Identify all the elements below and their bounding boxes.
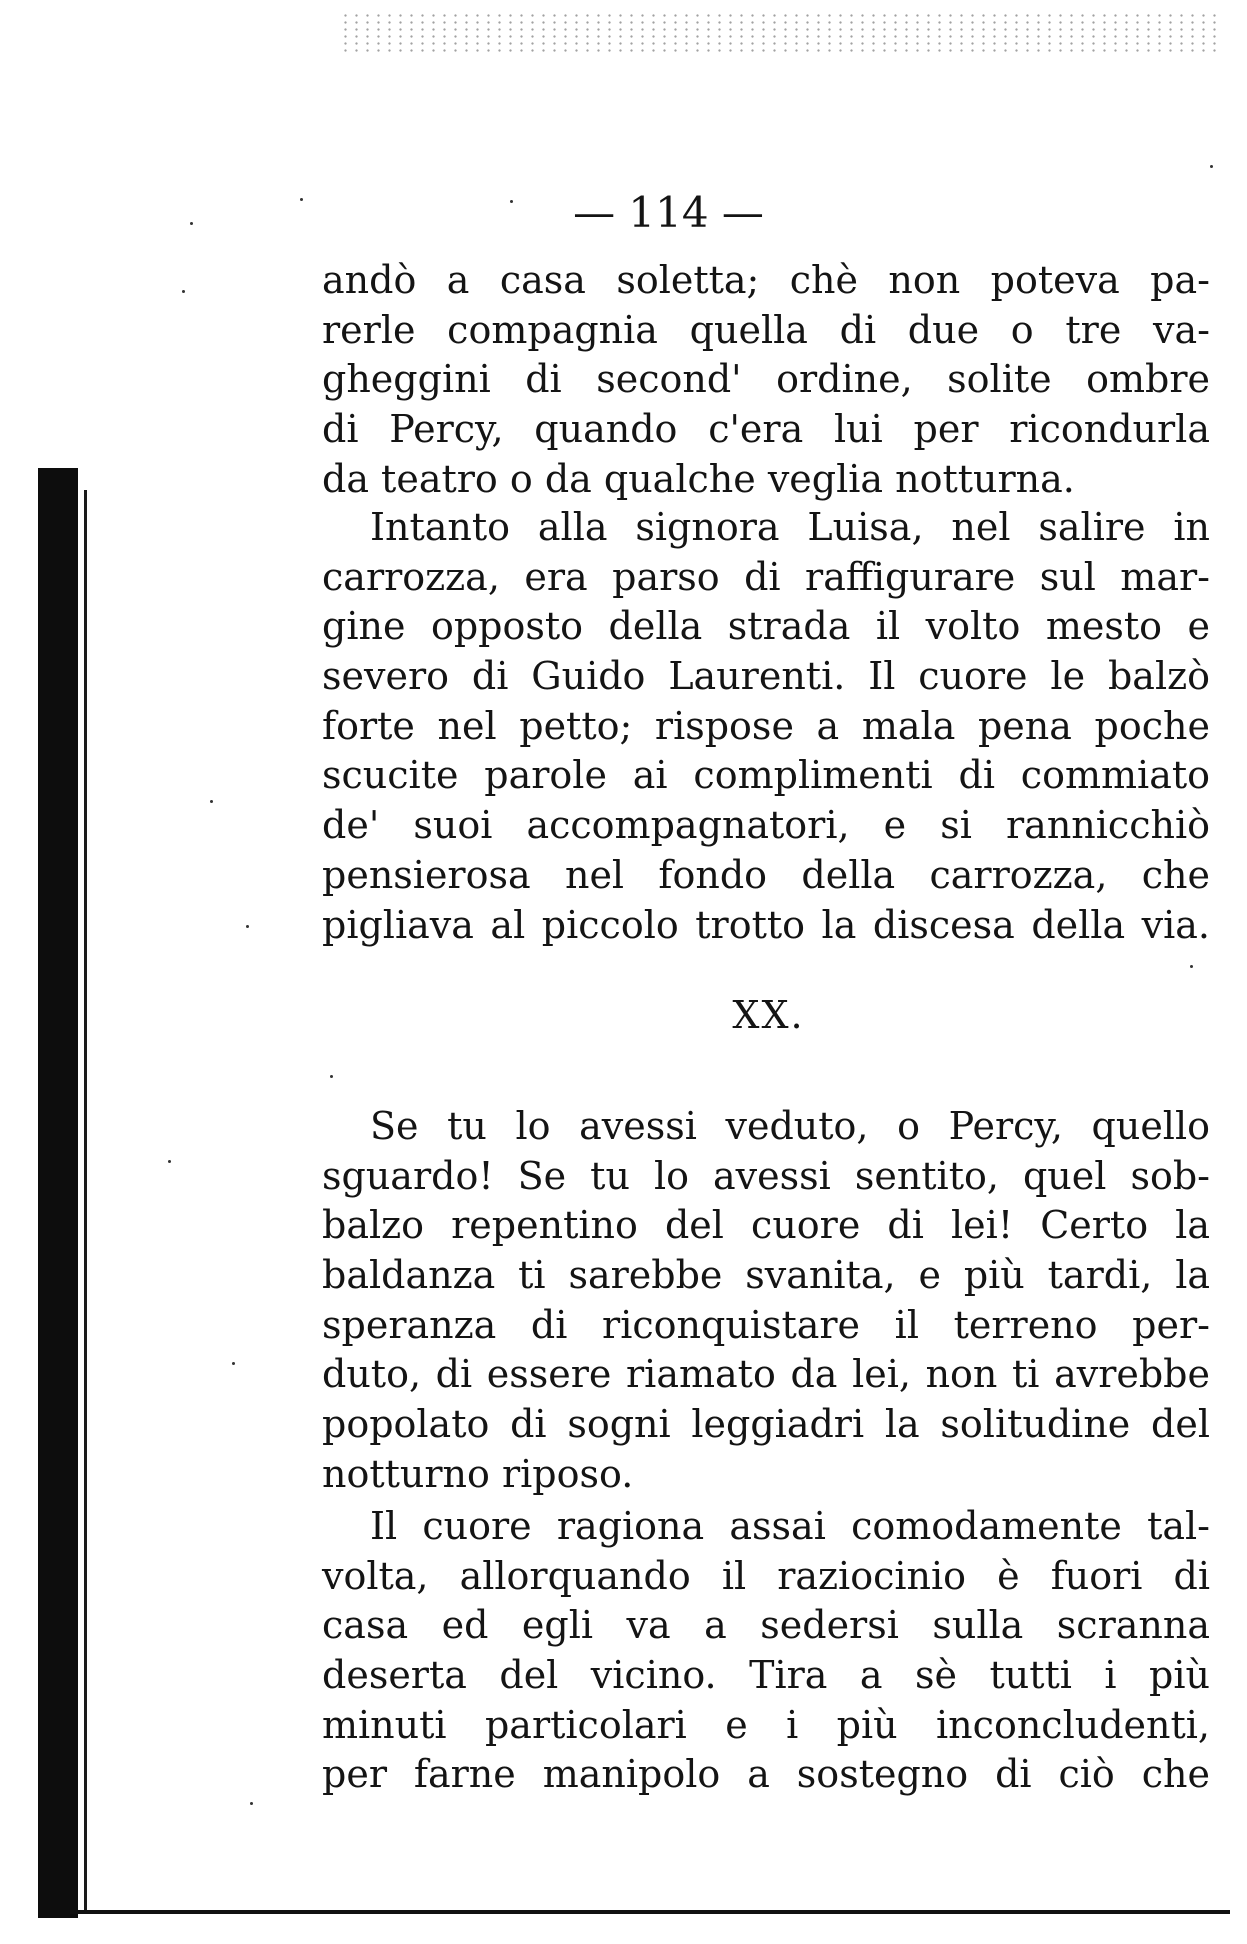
text-line: pigliava al piccolo trotto la discesa della via. <box>322 902 1210 947</box>
text-line: gine opposto della strada il volto mesto e <box>322 604 1210 649</box>
text-line: volta, allorquando il raziocinio è fuori di <box>322 1553 1210 1598</box>
scan-noise-top <box>340 12 1220 52</box>
text-line: pensierosa nel fondo della carrozza, che <box>322 852 1210 897</box>
page-number: — 114 — <box>573 188 764 237</box>
text-line: carrozza, era parso di raffigurare sul mar- <box>322 554 1210 599</box>
text-line: rerle compagnia quella di due o tre va- <box>322 307 1210 352</box>
binding-shadow <box>38 468 78 1918</box>
text-line: notturno riposo. <box>322 1451 634 1496</box>
scan-speck <box>1210 165 1213 168</box>
text-line: andò a casa soletta; chè non poteva pa- <box>322 258 1210 302</box>
binding-shadow-line <box>84 490 87 1910</box>
text-line: popolato di sogni leggiadri la solitudine del <box>322 1402 1210 1447</box>
scan-speck <box>232 1362 235 1365</box>
scan-speck <box>330 1075 333 1078</box>
paragraph <box>322 503 1210 950</box>
chapter-heading: XX. <box>732 993 805 1037</box>
text-line: scucite parole ai complimenti di commiato <box>322 753 1210 798</box>
text-line: sguardo! Se tu lo avessi sentito, quel sob- <box>322 1153 1210 1198</box>
scan-speck <box>182 290 185 293</box>
text-line: da teatro o da qualche veglia notturna. <box>322 456 1075 501</box>
text-line: gheggini di second' ordine, solite ombre <box>322 357 1210 402</box>
text-line: di Percy, quando c'era lui per ricondurla <box>322 407 1210 452</box>
text-line: forte nel petto; rispose a mala pena poche <box>322 703 1210 748</box>
text-line: speranza di riconquistare il terreno per- <box>322 1302 1210 1347</box>
page-bottom-edge <box>70 1910 1230 1914</box>
scan-speck <box>1190 965 1193 968</box>
text-line: per farne manipolo a sostegno di ciò che <box>322 1752 1210 1797</box>
paragraph <box>322 1502 1210 1800</box>
text-line: Intanto alla signora Luisa, nel salire in <box>370 505 1210 549</box>
scan-speck <box>250 1802 253 1805</box>
text-line: minuti particolari e i più inconcludenti, <box>322 1702 1210 1747</box>
text-line: Il cuore ragiona assai comodamente tal- <box>370 1504 1210 1548</box>
scan-speck <box>210 800 213 803</box>
text-line: casa ed egli va a sedersi sulla scranna <box>322 1603 1210 1648</box>
text-line: deserta del vicino. Tira a sè tutti i più <box>322 1653 1210 1698</box>
paragraph <box>322 1102 1210 1500</box>
scan-speck <box>246 925 249 928</box>
text-line: severo di Guido Laurenti. Il cuore le balzò <box>322 654 1210 699</box>
text-line: de' suoi accompagnatori, e si rannicchiò <box>322 803 1210 848</box>
text-line: duto, di essere riamato da lei, non ti avrebbe <box>322 1352 1210 1397</box>
text-line: Se tu lo avessi veduto, o Percy, quello <box>370 1104 1210 1148</box>
paragraph <box>322 256 1210 504</box>
text-line: baldanza ti sarebbe svanita, e più tardi, la <box>322 1253 1210 1298</box>
scan-speck <box>168 1160 171 1163</box>
text-line: balzo repentino del cuore di lei! Certo la <box>322 1203 1210 1248</box>
